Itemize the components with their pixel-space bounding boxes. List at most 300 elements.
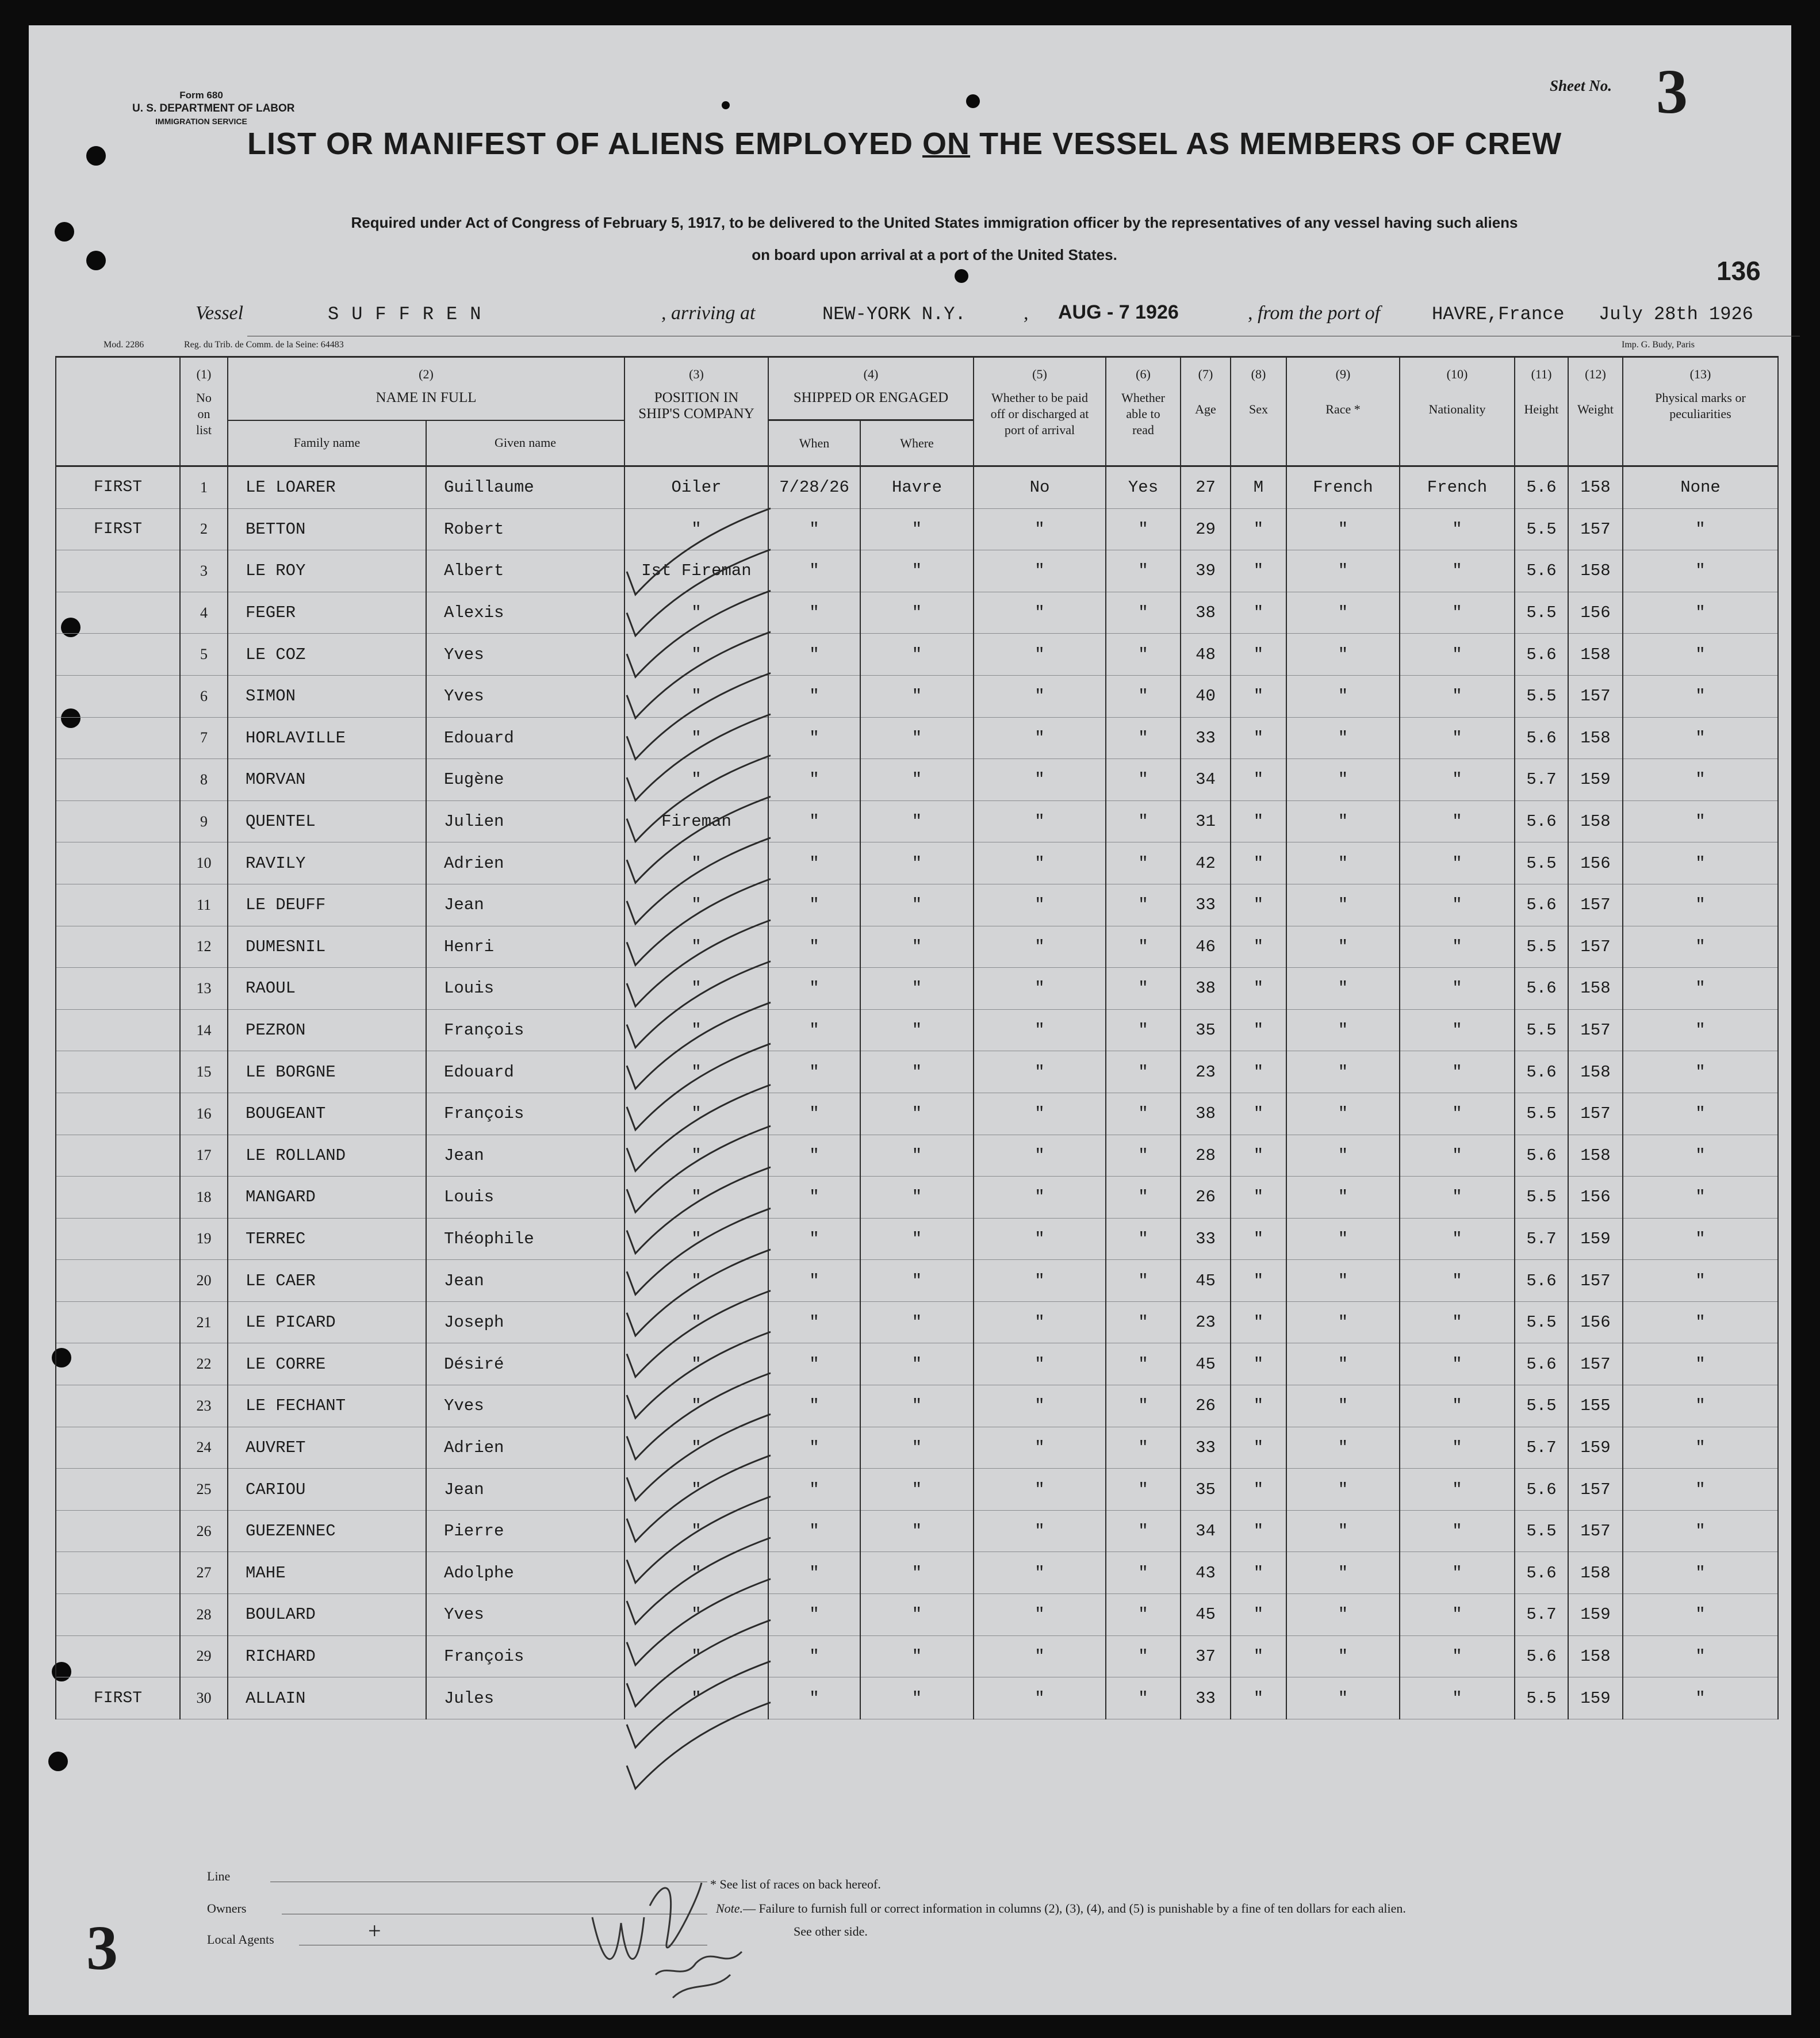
check-mark <box>627 1044 771 1130</box>
paid-off: " <box>974 1385 1106 1427</box>
list-prefix <box>56 1135 180 1177</box>
physical-marks: " <box>1623 1427 1778 1469</box>
height: 5.6 <box>1515 1051 1568 1093</box>
race: " <box>1286 1177 1400 1219</box>
check-mark <box>627 1455 771 1542</box>
weight: 156 <box>1568 842 1623 884</box>
col-title: No on list <box>196 390 212 437</box>
position: " <box>624 1093 768 1135</box>
check-mark <box>627 1126 771 1212</box>
shipped-when: " <box>768 1260 860 1302</box>
family-name: LE CORRE <box>228 1343 426 1385</box>
weight: 159 <box>1568 1218 1623 1260</box>
age: 46 <box>1181 926 1231 968</box>
col-num: (9) <box>1335 367 1351 381</box>
age: 48 <box>1181 634 1231 676</box>
family-name: RICHARD <box>228 1635 426 1677</box>
nationality: " <box>1400 842 1515 884</box>
able-to-read: " <box>1106 717 1181 759</box>
col-title: Physical marks or peculiarities <box>1655 390 1746 421</box>
shipped-where: " <box>860 1135 974 1177</box>
position: " <box>624 1009 768 1051</box>
footer-note-races: * See list of races on back hereof. <box>710 1877 881 1891</box>
ink-dot <box>955 269 968 283</box>
header-paid-off <box>974 357 1106 466</box>
subtitle-line-2: on board upon arrival at a port of the United States. <box>752 246 1117 263</box>
able-to-read: " <box>1106 1093 1181 1135</box>
height: 5.5 <box>1515 1009 1568 1051</box>
weight: 157 <box>1568 1009 1623 1051</box>
printer-name: Imp. G. Budy, Paris <box>1622 340 1695 350</box>
physical-marks: " <box>1623 1301 1778 1343</box>
shipped-where: " <box>860 1677 974 1719</box>
punch-hole <box>48 1752 68 1771</box>
age: 34 <box>1181 759 1231 801</box>
vessel-label: Vessel <box>196 302 244 324</box>
physical-marks: " <box>1623 1093 1778 1135</box>
age: 26 <box>1181 1385 1231 1427</box>
service-name: IMMIGRATION SERVICE <box>155 117 247 126</box>
weight: 157 <box>1568 675 1623 717</box>
paid-off: " <box>974 1510 1106 1552</box>
position: " <box>624 1218 768 1260</box>
able-to-read: " <box>1106 1510 1181 1552</box>
shipped-when: " <box>768 1635 860 1677</box>
check-mark <box>627 961 771 1048</box>
age: 28 <box>1181 1135 1231 1177</box>
family-name: RAVILY <box>228 842 426 884</box>
shipped-when: " <box>768 592 860 634</box>
height: 5.7 <box>1515 759 1568 801</box>
paid-off: " <box>974 675 1106 717</box>
position: " <box>624 759 768 801</box>
able-to-read: Yes <box>1106 466 1181 509</box>
check-mark <box>627 920 771 1006</box>
table-row <box>56 926 1778 968</box>
col-num: (4) <box>863 367 879 381</box>
able-to-read: " <box>1106 508 1181 550</box>
paid-off: " <box>974 1635 1106 1677</box>
physical-marks: " <box>1623 1677 1778 1719</box>
weight: 157 <box>1568 508 1623 550</box>
race: " <box>1286 1427 1400 1469</box>
list-prefix <box>56 842 180 884</box>
race: " <box>1286 1135 1400 1177</box>
check-mark <box>627 632 771 718</box>
position: " <box>624 1177 768 1219</box>
age: 38 <box>1181 1093 1231 1135</box>
position: " <box>624 1677 768 1719</box>
list-prefix <box>56 1385 180 1427</box>
nationality: " <box>1400 1051 1515 1093</box>
age: 35 <box>1181 1009 1231 1051</box>
given-name: Pierre <box>426 1510 624 1552</box>
table-row <box>56 1343 1778 1385</box>
paid-off: " <box>974 550 1106 592</box>
shipped-where: " <box>860 926 974 968</box>
nationality: " <box>1400 634 1515 676</box>
physical-marks: " <box>1623 1510 1778 1552</box>
weight: 158 <box>1568 550 1623 592</box>
table-row <box>56 842 1778 884</box>
stamp-number: 136 <box>1716 256 1761 286</box>
from-port: HAVRE,France <box>1432 304 1565 325</box>
family-name: HORLAVILLE <box>228 717 426 759</box>
nationality: " <box>1400 1301 1515 1343</box>
age: 23 <box>1181 1051 1231 1093</box>
given-name: Jean <box>426 1135 624 1177</box>
weight: 155 <box>1568 1385 1623 1427</box>
age: 37 <box>1181 1635 1231 1677</box>
height: 5.6 <box>1515 1260 1568 1302</box>
table-row <box>56 800 1778 842</box>
list-prefix <box>56 717 180 759</box>
age: 34 <box>1181 1510 1231 1552</box>
physical-marks: " <box>1623 1385 1778 1427</box>
weight: 157 <box>1568 1260 1623 1302</box>
weight: 158 <box>1568 1051 1623 1093</box>
nationality: " <box>1400 592 1515 634</box>
weight: 159 <box>1568 759 1623 801</box>
list-prefix: FIRST <box>56 508 180 550</box>
position: " <box>624 1469 768 1511</box>
list-number: 17 <box>180 1135 228 1177</box>
check-mark <box>627 1538 771 1624</box>
given-name: Edouard <box>426 717 624 759</box>
shipped-when: " <box>768 675 860 717</box>
shipped-when: " <box>768 759 860 801</box>
mod-number: Mod. 2286 <box>104 340 144 350</box>
header-nationality <box>1400 357 1515 466</box>
weight: 156 <box>1568 1301 1623 1343</box>
table-row <box>56 1093 1778 1135</box>
check-mark <box>627 1290 771 1377</box>
check-marks-overlay <box>581 480 822 1802</box>
list-prefix <box>56 884 180 926</box>
physical-marks: " <box>1623 592 1778 634</box>
shipped-where: " <box>860 1301 974 1343</box>
col-title: Weight <box>1577 402 1614 416</box>
header-race <box>1286 357 1400 466</box>
list-number: 28 <box>180 1594 228 1636</box>
physical-marks: " <box>1623 1552 1778 1594</box>
shipped-where: " <box>860 1552 974 1594</box>
race: " <box>1286 1510 1400 1552</box>
paid-off: " <box>974 1552 1106 1594</box>
list-number: 4 <box>180 592 228 634</box>
given-name: Julien <box>426 800 624 842</box>
arriving-port: NEW-YORK N.Y. <box>822 304 966 325</box>
list-number: 5 <box>180 634 228 676</box>
punch-hole <box>86 251 106 270</box>
list-prefix <box>56 675 180 717</box>
physical-marks: " <box>1623 1009 1778 1051</box>
physical-marks: " <box>1623 675 1778 717</box>
handwritten-signature <box>581 1837 788 2003</box>
list-number: 10 <box>180 842 228 884</box>
able-to-read: " <box>1106 1051 1181 1093</box>
table-row <box>56 1594 1778 1636</box>
check-mark <box>627 1579 771 1665</box>
nationality: " <box>1400 717 1515 759</box>
nationality: " <box>1400 1177 1515 1219</box>
ink-dot <box>722 101 730 109</box>
list-prefix: FIRST <box>56 466 180 509</box>
shipped-when: " <box>768 1177 860 1219</box>
age: 33 <box>1181 1677 1231 1719</box>
form-header <box>132 89 295 128</box>
nationality: " <box>1400 1009 1515 1051</box>
able-to-read: " <box>1106 1635 1181 1677</box>
family-name: DUMESNIL <box>228 926 426 968</box>
able-to-read: " <box>1106 968 1181 1010</box>
family-name: QUENTEL <box>228 800 426 842</box>
weight: 159 <box>1568 1677 1623 1719</box>
sex: " <box>1231 1051 1286 1093</box>
list-prefix: FIRST <box>56 1677 180 1719</box>
able-to-read: " <box>1106 1260 1181 1302</box>
race: " <box>1286 634 1400 676</box>
nationality: " <box>1400 1635 1515 1677</box>
header-height <box>1515 357 1568 466</box>
shipped-where: " <box>860 508 974 550</box>
shipped-where: " <box>860 884 974 926</box>
height: 5.5 <box>1515 592 1568 634</box>
shipped-where: " <box>860 968 974 1010</box>
sex: " <box>1231 1343 1286 1385</box>
nationality: " <box>1400 1594 1515 1636</box>
physical-marks: " <box>1623 1260 1778 1302</box>
weight: 158 <box>1568 634 1623 676</box>
table-row <box>56 1469 1778 1511</box>
list-prefix <box>56 1635 180 1677</box>
shipped-where: Havre <box>860 466 974 509</box>
col-num: (13) <box>1689 367 1711 381</box>
height: 5.6 <box>1515 550 1568 592</box>
position: Ist Fireman <box>624 550 768 592</box>
position: " <box>624 592 768 634</box>
position: " <box>624 884 768 926</box>
age: 27 <box>1181 466 1231 509</box>
col-num: (11) <box>1531 367 1552 381</box>
list-number: 15 <box>180 1051 228 1093</box>
footer-agents-label: Local Agents <box>207 1932 274 1947</box>
height: 5.5 <box>1515 1177 1568 1219</box>
shipped-when: " <box>768 1093 860 1135</box>
manifest-sheet <box>29 25 1791 2015</box>
table-row <box>56 759 1778 801</box>
table-row <box>56 1218 1778 1260</box>
shipped-when: " <box>768 1009 860 1051</box>
shipped-when: " <box>768 1385 860 1427</box>
physical-marks: " <box>1623 968 1778 1010</box>
table-row <box>56 1510 1778 1552</box>
sex: " <box>1231 1218 1286 1260</box>
shipped-where: " <box>860 675 974 717</box>
paid-off: " <box>974 884 1106 926</box>
paid-off: " <box>974 1260 1106 1302</box>
family-name: AUVRET <box>228 1427 426 1469</box>
position: " <box>624 842 768 884</box>
height: 5.5 <box>1515 675 1568 717</box>
arriving-label: , arriving at <box>661 302 756 324</box>
sex: " <box>1231 1552 1286 1594</box>
family-name: LE CAER <box>228 1260 426 1302</box>
shipped-when: 7/28/26 <box>768 466 860 509</box>
arrival-date: AUG - 7 1926 <box>1058 301 1179 323</box>
list-number: 20 <box>180 1260 228 1302</box>
table-row <box>56 968 1778 1010</box>
weight: 158 <box>1568 800 1623 842</box>
list-prefix <box>56 1594 180 1636</box>
list-prefix <box>56 926 180 968</box>
height: 5.5 <box>1515 926 1568 968</box>
shipped-where: " <box>860 592 974 634</box>
shipped-where: " <box>860 759 974 801</box>
given-name: Désiré <box>426 1343 624 1385</box>
list-prefix <box>56 634 180 676</box>
family-name: LE ROLLAND <box>228 1135 426 1177</box>
able-to-read: " <box>1106 759 1181 801</box>
paid-off: " <box>974 592 1106 634</box>
sex: " <box>1231 1009 1286 1051</box>
punch-hole <box>55 222 74 242</box>
shipped-when: " <box>768 800 860 842</box>
nationality: " <box>1400 759 1515 801</box>
height: 5.7 <box>1515 1427 1568 1469</box>
given-name: Yves <box>426 1594 624 1636</box>
family-name: MORVAN <box>228 759 426 801</box>
shipped-where: " <box>860 550 974 592</box>
from-date: July 28th 1926 <box>1599 304 1753 325</box>
given-name: Yves <box>426 1385 624 1427</box>
header-physical-marks <box>1623 357 1778 466</box>
age: 45 <box>1181 1594 1231 1636</box>
able-to-read: " <box>1106 634 1181 676</box>
check-mark <box>627 1373 771 1459</box>
shipped-when: " <box>768 1135 860 1177</box>
height: 5.6 <box>1515 466 1568 509</box>
shipped-when: " <box>768 508 860 550</box>
shipped-where: " <box>860 1427 974 1469</box>
header-where: Where <box>860 420 974 466</box>
race: " <box>1286 1093 1400 1135</box>
table-row <box>56 717 1778 759</box>
sex: " <box>1231 842 1286 884</box>
physical-marks: " <box>1623 1343 1778 1385</box>
sex: " <box>1231 1385 1286 1427</box>
col-title: SHIPPED OR ENGAGED <box>793 390 949 405</box>
shipped-when: " <box>768 1051 860 1093</box>
list-prefix <box>56 759 180 801</box>
able-to-read: " <box>1106 1135 1181 1177</box>
sex: " <box>1231 926 1286 968</box>
table-row <box>56 1635 1778 1677</box>
weight: 156 <box>1568 592 1623 634</box>
col-title: NAME IN FULL <box>376 390 477 405</box>
family-name: GUEZENNEC <box>228 1510 426 1552</box>
shipped-when: " <box>768 842 860 884</box>
shipped-when: " <box>768 717 860 759</box>
col-title: Race * <box>1325 402 1361 416</box>
height: 5.5 <box>1515 1510 1568 1552</box>
weight: 159 <box>1568 1594 1623 1636</box>
race: " <box>1286 1677 1400 1719</box>
list-number: 3 <box>180 550 228 592</box>
physical-marks: " <box>1623 1635 1778 1677</box>
race: " <box>1286 1343 1400 1385</box>
title-part-1: LIST OR MANIFEST OF ALIENS EMPLOYED <box>247 127 914 161</box>
position: " <box>624 1301 768 1343</box>
paid-off: " <box>974 1009 1106 1051</box>
family-name: TERREC <box>228 1218 426 1260</box>
weight: 157 <box>1568 1510 1623 1552</box>
race: " <box>1286 1051 1400 1093</box>
shipped-where: " <box>860 1594 974 1636</box>
list-number: 29 <box>180 1635 228 1677</box>
list-number: 9 <box>180 800 228 842</box>
given-name: François <box>426 1635 624 1677</box>
given-name: Eugène <box>426 759 624 801</box>
col-num: (10) <box>1446 367 1468 381</box>
sex: M <box>1231 466 1286 509</box>
nationality: " <box>1400 1469 1515 1511</box>
shipped-when: " <box>768 884 860 926</box>
age: 45 <box>1181 1260 1231 1302</box>
able-to-read: " <box>1106 800 1181 842</box>
paid-off: No <box>974 466 1106 509</box>
shipped-when: " <box>768 634 860 676</box>
paid-off: " <box>974 800 1106 842</box>
able-to-read: " <box>1106 884 1181 926</box>
sex: " <box>1231 1260 1286 1302</box>
check-mark <box>627 1702 771 1788</box>
list-number: 19 <box>180 1218 228 1260</box>
header-no-on-list <box>180 357 228 466</box>
age: 33 <box>1181 1218 1231 1260</box>
weight: 157 <box>1568 1343 1623 1385</box>
given-name: Yves <box>426 634 624 676</box>
list-number: 13 <box>180 968 228 1010</box>
list-number: 26 <box>180 1510 228 1552</box>
family-name: ALLAIN <box>228 1677 426 1719</box>
paid-off: " <box>974 759 1106 801</box>
weight: 157 <box>1568 1469 1623 1511</box>
given-name: Guillaume <box>426 466 624 509</box>
height: 5.5 <box>1515 1093 1568 1135</box>
shipped-when: " <box>768 1677 860 1719</box>
list-number: 21 <box>180 1301 228 1343</box>
given-name: Robert <box>426 508 624 550</box>
col-num: (2) <box>419 367 434 381</box>
footer-owners-label: Owners <box>207 1901 247 1916</box>
family-name: LE PICARD <box>228 1301 426 1343</box>
nationality: " <box>1400 1552 1515 1594</box>
given-name: Edouard <box>426 1051 624 1093</box>
height: 5.7 <box>1515 1594 1568 1636</box>
col-title: Height <box>1524 402 1559 416</box>
race: " <box>1286 759 1400 801</box>
shipped-where: " <box>860 1009 974 1051</box>
weight: 157 <box>1568 926 1623 968</box>
given-name: François <box>426 1093 624 1135</box>
sex: " <box>1231 800 1286 842</box>
position: " <box>624 717 768 759</box>
paid-off: " <box>974 1177 1106 1219</box>
able-to-read: " <box>1106 842 1181 884</box>
able-to-read: " <box>1106 926 1181 968</box>
height: 5.5 <box>1515 1677 1568 1719</box>
